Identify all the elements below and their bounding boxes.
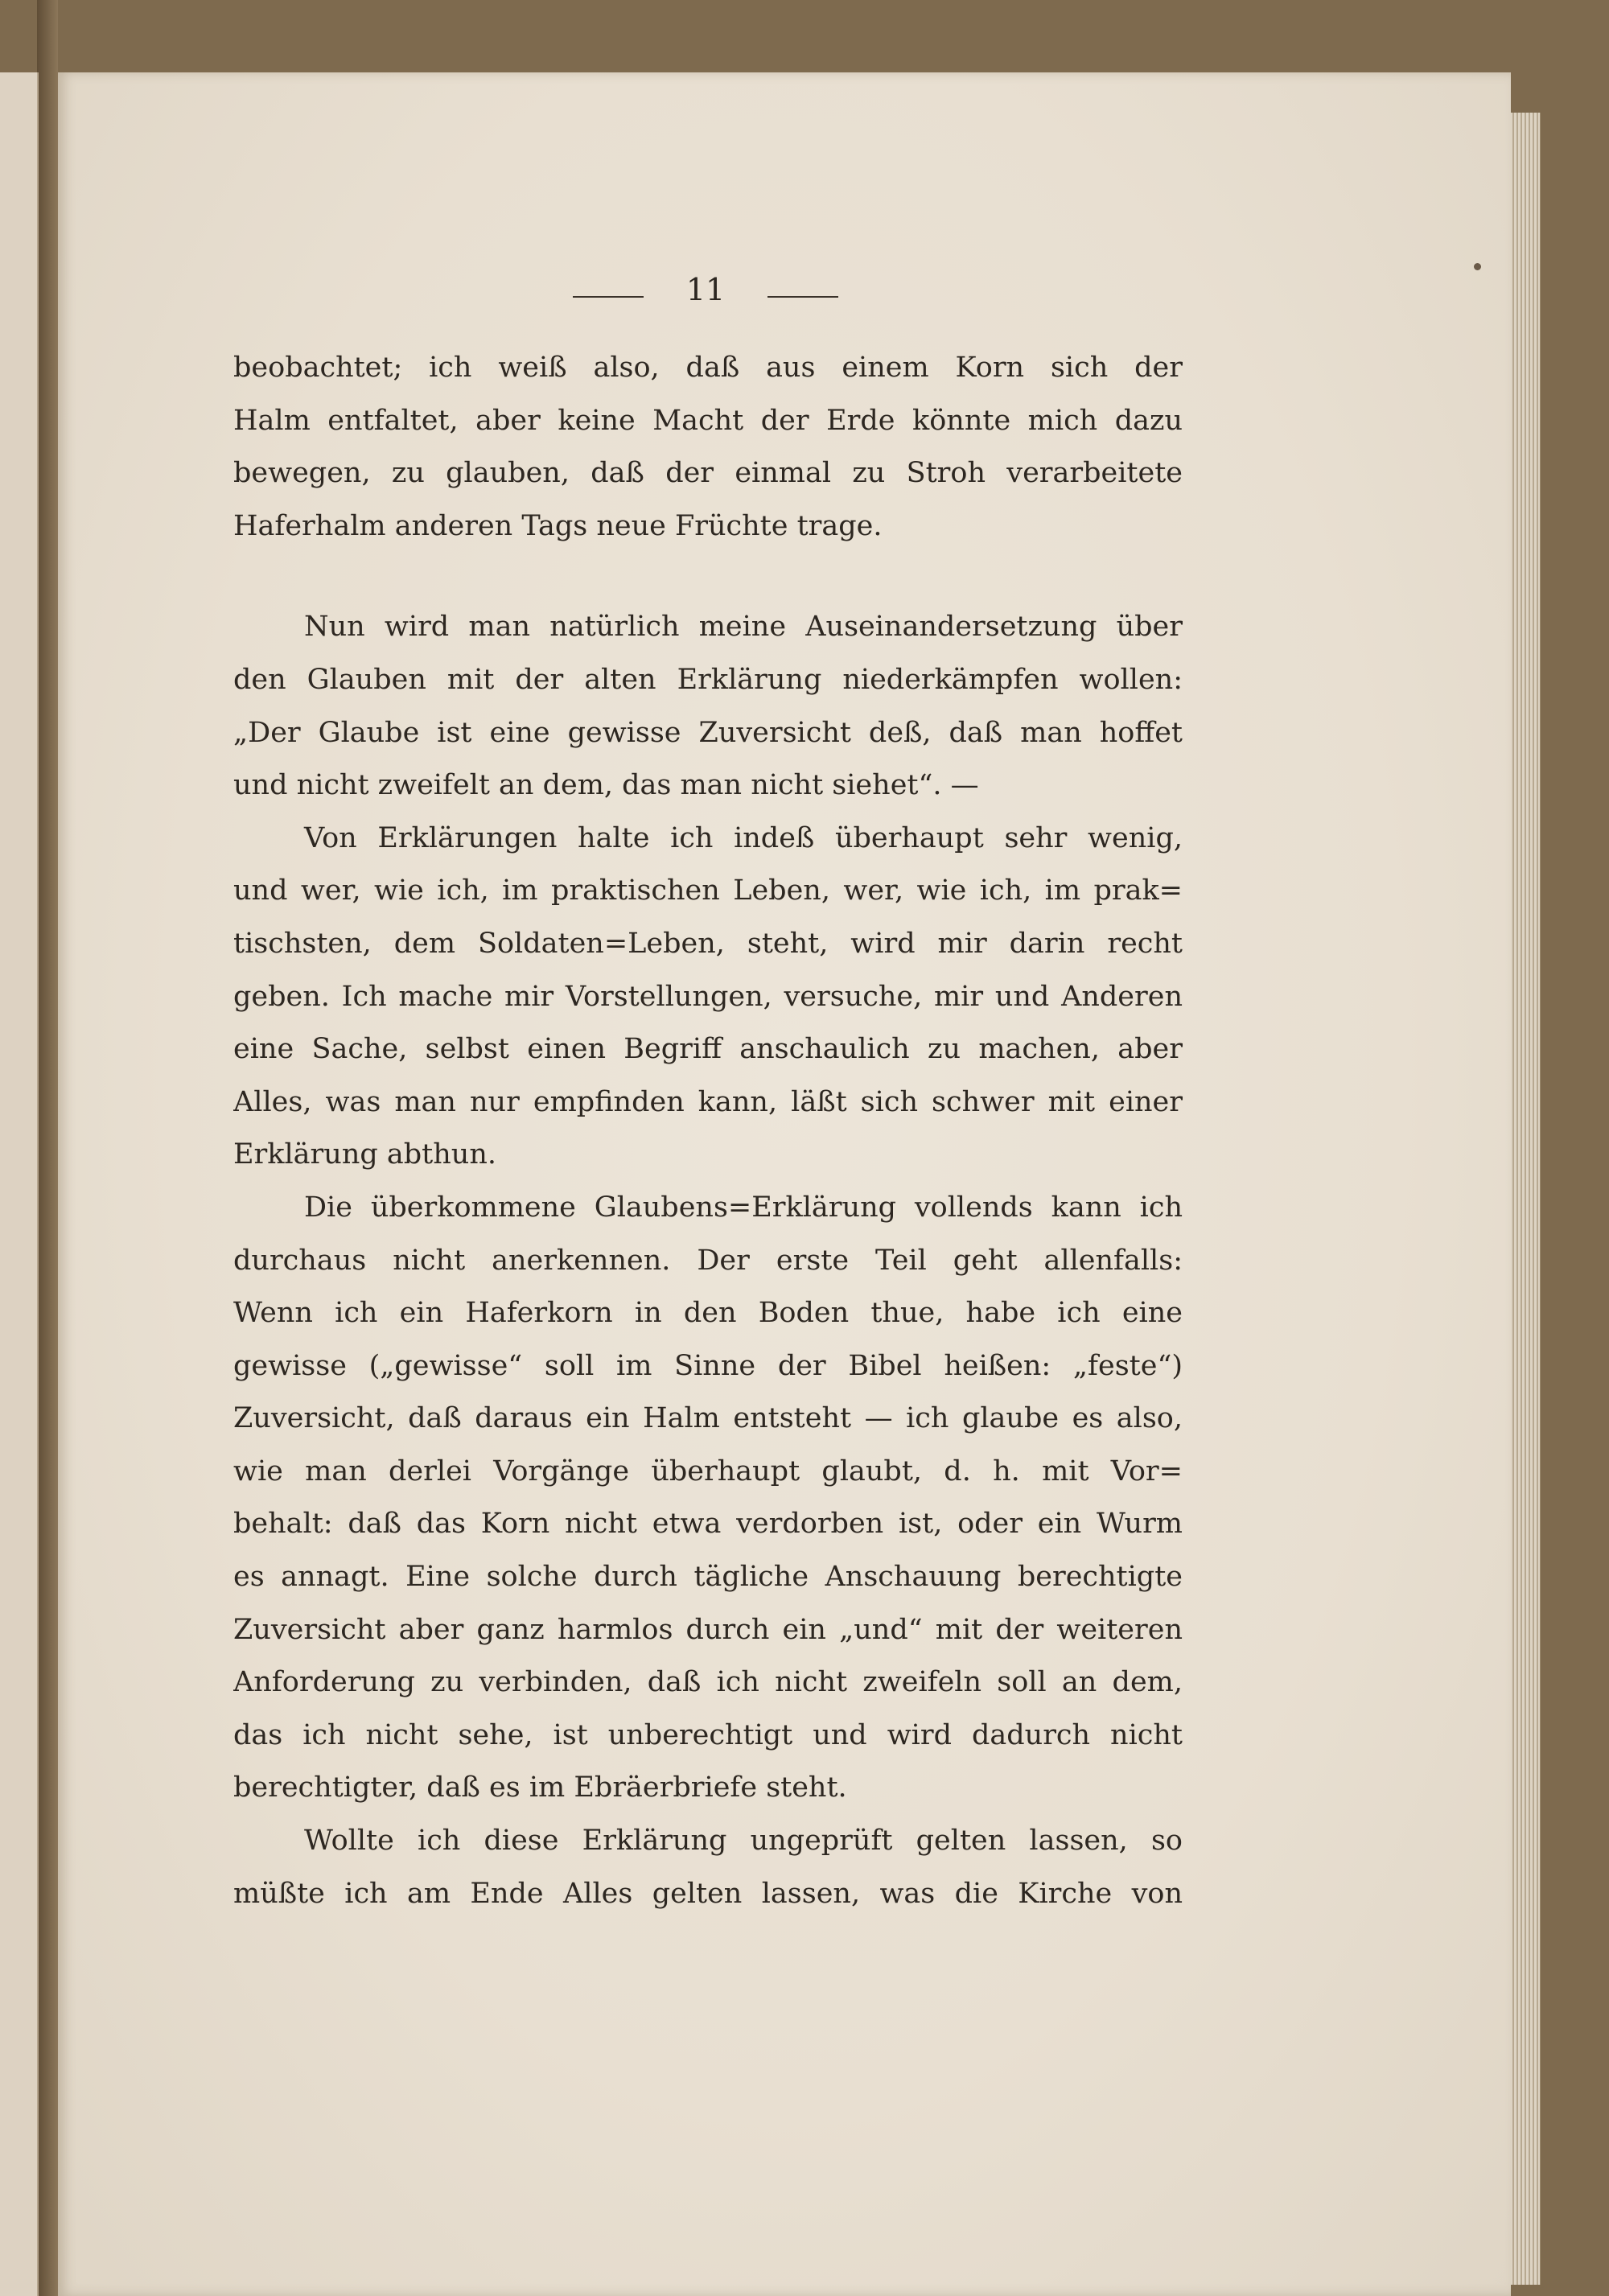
text-line: behalt: daß das Korn nicht etwa verdorben ist, oder ein Wurm <box>233 1508 1183 1541</box>
left-page-edge <box>0 72 39 2296</box>
page-stack-edge <box>1506 113 1541 2285</box>
text-line: Wenn ich ein Haferkorn in den Boden thue, habe ich eine <box>233 1297 1183 1330</box>
page-header <box>573 272 838 317</box>
page-number: 11 <box>685 272 726 307</box>
text-line: Zuversicht aber ganz harmlos durch ein „und“ mit der weiteren <box>233 1613 1183 1646</box>
paragraph <box>233 601 1183 812</box>
text-line: Von Erklärungen halte ich indeß überhaupt sehr wenig, <box>304 821 1183 854</box>
text-line: Alles, was man nur empfinden kann, läßt sich schwer mit einer <box>233 1085 1183 1118</box>
text-line: wie man derlei Vorgänge überhaupt glaubt, d. h. mit Vor= <box>233 1455 1183 1487</box>
text-line: Zuversicht, daß daraus ein Halm entsteht — ich glaube es also, <box>233 1402 1183 1435</box>
paragraph <box>233 813 1183 1182</box>
text-line: tischsten, dem Soldaten=Leben, steht, wird mir darin recht <box>233 927 1183 960</box>
paragraph <box>233 1182 1183 1815</box>
text-line: eine Sache, selbst einen Begriff anschaulich zu machen, aber <box>233 1033 1183 1066</box>
text-line: bewegen, zu glauben, daß der einmal zu Stroh verarbeitete <box>233 457 1183 490</box>
paragraph-gap <box>233 553 1183 601</box>
text-line: durchaus nicht anerkennen. Der erste Teil geht allenfalls: <box>233 1244 1183 1277</box>
paragraph <box>233 1815 1183 1920</box>
text-line: beobachtet; ich weiß also, daß aus einem Korn sich der <box>233 352 1183 384</box>
text-line: und wer, wie ich, im praktischen Leben, wer, wie ich, im prak= <box>233 874 1183 907</box>
text-line: und nicht zweifelt an dem, das man nicht siehet“. — <box>233 769 979 802</box>
text-line: Anforderung zu verbinden, daß ich nicht zweifeln soll an dem, <box>233 1666 1183 1699</box>
book-gutter <box>37 0 58 2296</box>
text-line: Wollte ich diese Erklärung ungeprüft gelten lassen, so <box>304 1825 1183 1858</box>
text-line: „Der Glaube ist eine gewisse Zuversicht deß, daß man hoffet <box>233 716 1183 749</box>
text-line: müßte ich am Ende Alles gelten lassen, was die Kirche von <box>233 1877 1183 1910</box>
text-line: gewisse („gewisse“ soll im Sinne der Bibel heißen: „feste“) <box>233 1349 1183 1382</box>
text-line: es annagt. Eine solche durch tägliche Anschauung berechtigte <box>233 1561 1183 1594</box>
paragraph <box>233 342 1183 553</box>
paper-speck <box>1474 263 1481 270</box>
text-line: geben. Ich mache mir Vorstellungen, versuche, mir und Anderen <box>233 980 1183 1013</box>
text-line: Die überkommene Glaubens=Erklärung vollends kann ich <box>304 1191 1183 1224</box>
text-line: das ich nicht sehe, ist unberechtigt und wird dadurch nicht <box>233 1718 1183 1751</box>
text-line: Nun wird man natürlich meine Auseinandersetzung über <box>304 611 1183 644</box>
text-line: Halm entfaltet, aber keine Macht der Erde könnte mich dazu <box>233 404 1183 437</box>
text-line: den Glauben mit der alten Erklärung niederkämpfen wollen: <box>233 663 1183 696</box>
page-body-text <box>233 342 1183 1920</box>
text-line: berechtigter, daß es im Ebräerbriefe steht. <box>233 1771 847 1804</box>
header-rule-right <box>767 296 838 298</box>
text-line: Haferhalm anderen Tags neue Früchte trage. <box>233 509 883 542</box>
text-line: Erklärung abthun. <box>233 1138 496 1171</box>
